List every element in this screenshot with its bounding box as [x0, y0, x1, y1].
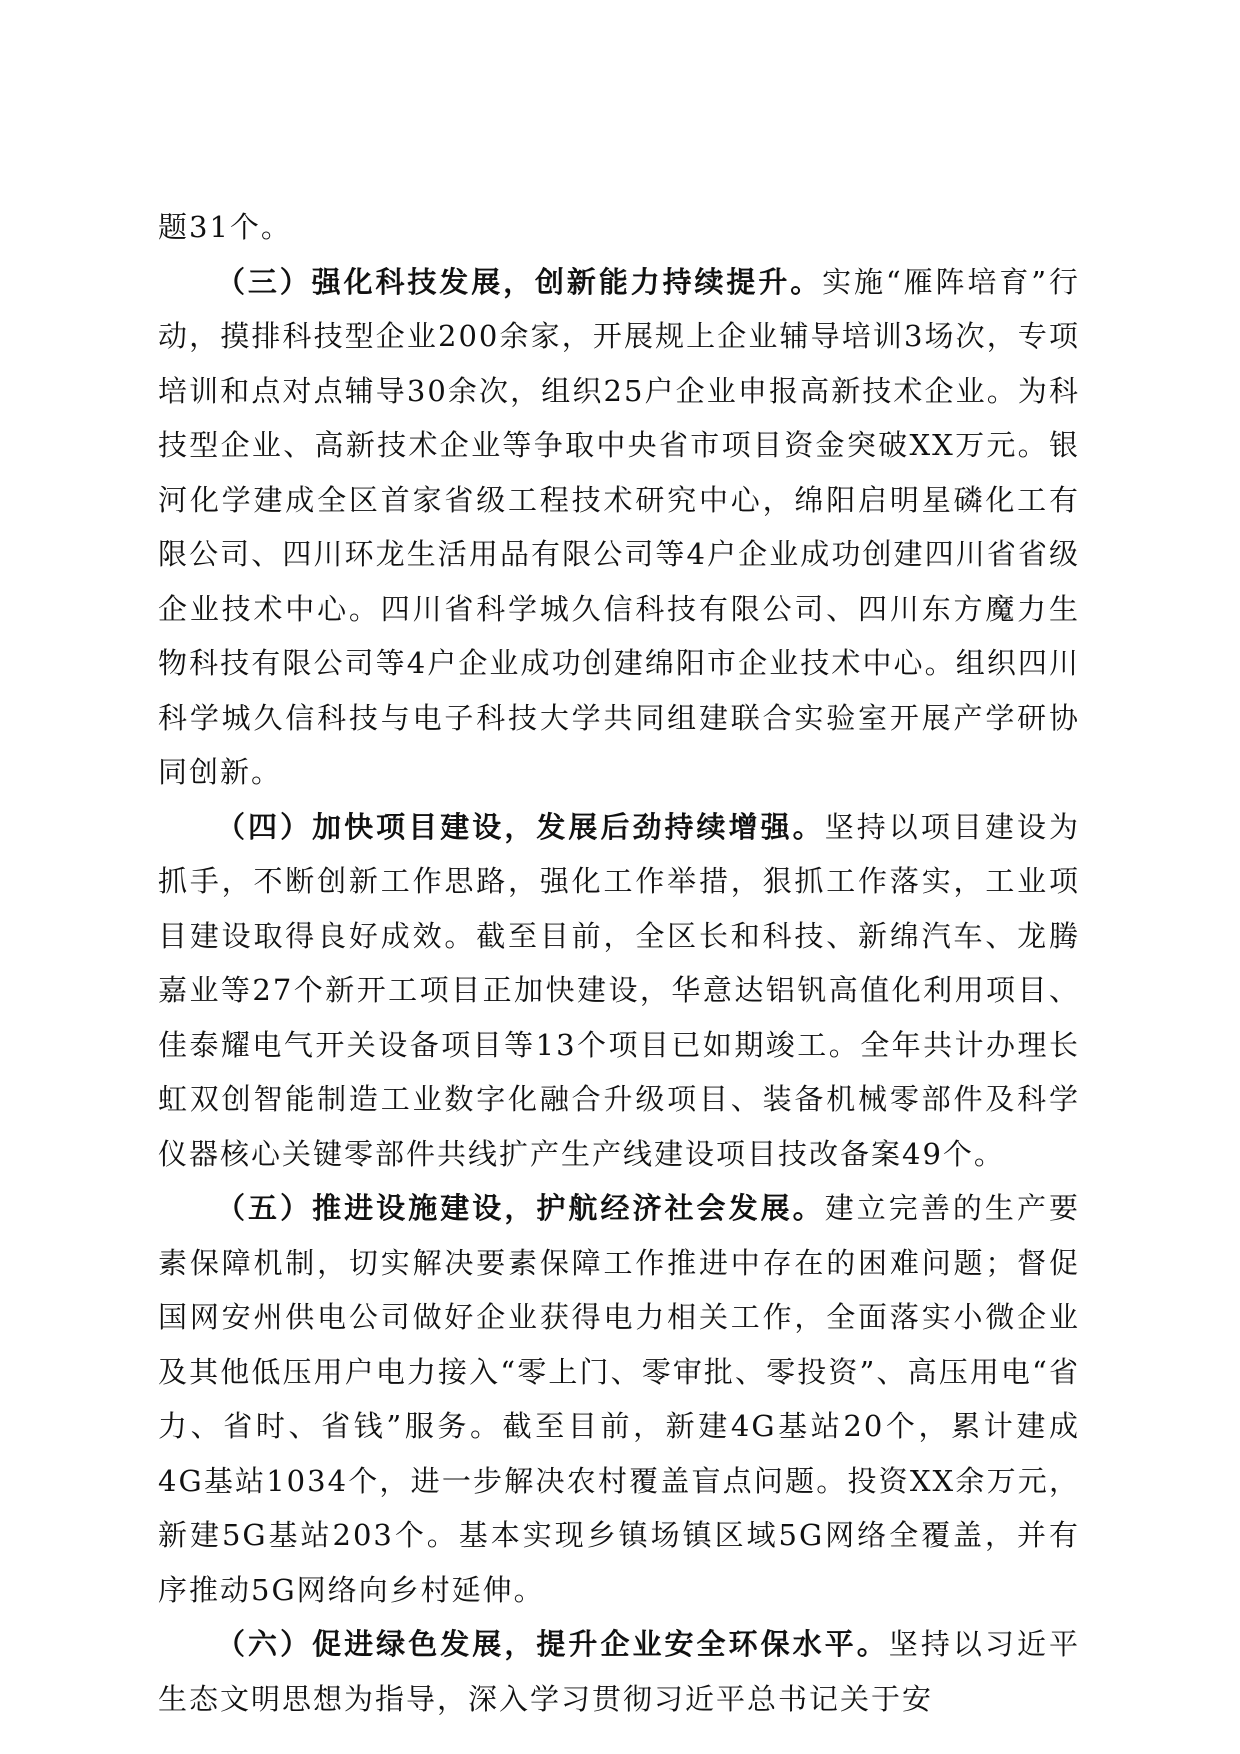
paragraph-text: 坚持以项目建设为抓手，不断创新工作思路，强化工作举措，狠抓工作落实，工业项目建设取得良好成效。截至目前，全区长和科技、新绵汽车、龙腾嘉业等27个新开工项目正加快建设，华意达铝钒高值化利用项目、佳泰耀电气开关设备项目等13个项目已如期竣工。全年共计办理长虹双创智能制造工业数字化融合升级项目、装备机械零部件及科学仪器核心关键零部件共线扩产生产线建设项目技改备案49个。 — [158, 809, 1080, 1171]
section-heading: （三）强化科技发展，创新能力持续提升。 — [216, 264, 823, 299]
section-heading: （六）促进绿色发展，提升企业安全环保水平。 — [216, 1627, 889, 1661]
paragraph-continuation — [158, 200, 1080, 255]
section-heading: （五）推进设施建设，护航经济社会发展。 — [216, 1191, 825, 1225]
paragraph-section-3 — [158, 255, 1080, 800]
paragraph-section-6 — [158, 1617, 1080, 1726]
section-heading: （四）加快项目建设，发展后劲持续增强。 — [216, 809, 825, 844]
paragraph-section-4 — [158, 800, 1080, 1182]
document-body — [158, 200, 1080, 1726]
paragraph-text: 题31个。 — [158, 210, 292, 244]
paragraph-text: 坚持以习近平生态文明思想为指导，深入学习贯彻习近平总书记关于安 — [158, 1627, 1080, 1716]
paragraph-text: 建立完善的生产要素保障机制，切实解决要素保障工作推进中存在的困难问题；督促国网安州供电公司做好企业获得电力相关工作，全面落实小微企业及其他低压用户电力接入“零上门、零审批、零投资”、高压用电“省力、省时、省钱”服务。截至目前，新建4G基站20个，累计建成4G基站1034个，进一步解决农村覆盖盲点问题。投资XX余万元，新建5G基站203个。基本实现乡镇场镇区域5G网络全覆盖，并有序推动5G网络向乡村延伸。 — [158, 1191, 1080, 1607]
paragraph-text: 实施“雁阵培育”行动，摸排科技型企业200余家，开展规上企业辅导培训3场次，专项培训和点对点辅导30余次，组织25户企业申报高新技术企业。为科技型企业、高新技术企业等争取中央省市项目资金突破XX万元。银河化学建成全区首家省级工程技术研究中心，绵阳启明星磷化工有限公司、四川环龙生活用品有限公司等4户企业成功创建四川省省级企业技术中心。四川省科学城久信科技有限公司、四川东方魔力生物科技有限公司等4户企业成功创建绵阳市企业技术中心。组织四川科学城久信科技与电子科技大学共同组建联合实验室开展产学研协同创新。 — [158, 264, 1080, 789]
paragraph-section-5 — [158, 1181, 1080, 1617]
